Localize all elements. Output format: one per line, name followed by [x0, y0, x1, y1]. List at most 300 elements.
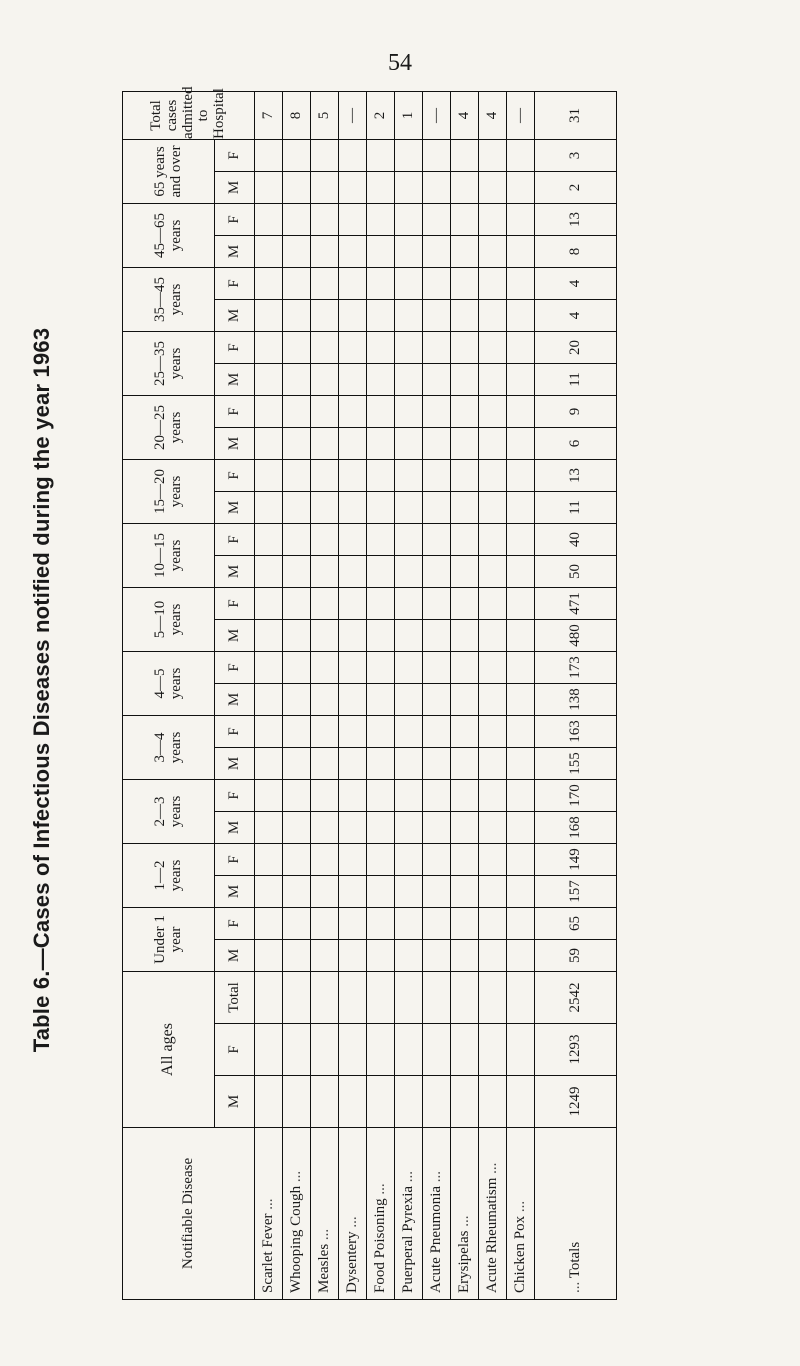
table-row — [311, 91, 339, 1299]
age-m-cell — [311, 619, 339, 651]
age-f-cell — [451, 203, 479, 235]
age-m-cell — [339, 747, 367, 779]
age-f-cell — [479, 395, 507, 427]
totals-age-m-cell: 4 — [535, 299, 617, 331]
age-m-cell — [311, 875, 339, 907]
disease-name-cell — [479, 1128, 507, 1300]
age-f-cell — [255, 843, 283, 875]
header-m: M — [215, 427, 255, 459]
table-row — [479, 91, 507, 1299]
all-ages-total-cell — [339, 971, 367, 1023]
age-f-cell — [451, 587, 479, 619]
disease-name-cell — [451, 1128, 479, 1300]
age-f-cell — [451, 331, 479, 363]
header-hospital: Total cases admitted to Hospital — [123, 91, 255, 139]
age-f-cell — [423, 203, 451, 235]
age-f-cell — [367, 395, 395, 427]
age-m-cell — [479, 427, 507, 459]
disease-name: Food Poisoning — [371, 1198, 388, 1293]
age-f-cell — [311, 587, 339, 619]
totals-f-cell: 1293 — [535, 1024, 617, 1076]
age-f-cell — [423, 651, 451, 683]
all-ages-m-cell — [423, 1076, 451, 1128]
totals-age-m-cell: 6 — [535, 427, 617, 459]
age-m-cell — [507, 235, 535, 267]
age-m-cell — [451, 235, 479, 267]
age-f-cell — [395, 715, 423, 747]
age-m-cell — [339, 811, 367, 843]
age-m-cell — [311, 491, 339, 523]
age-m-cell — [451, 171, 479, 203]
header-age-45-65: 45—65 years — [123, 203, 215, 267]
age-m-cell — [255, 683, 283, 715]
age-f-cell — [283, 459, 311, 491]
age-m-cell — [507, 299, 535, 331]
age-m-cell — [507, 939, 535, 971]
disease-name: Scarlet Fever — [259, 1213, 276, 1293]
header-age-10-15: 10—15 years — [123, 523, 215, 587]
hospital-cell: 1 — [395, 91, 423, 139]
age-f-cell — [339, 907, 367, 939]
all-ages-m-cell — [367, 1076, 395, 1128]
age-m-cell — [479, 235, 507, 267]
age-m-cell — [507, 619, 535, 651]
age-m-cell — [395, 747, 423, 779]
age-f-cell — [283, 395, 311, 427]
age-m-cell — [367, 811, 395, 843]
leader-dots: ... — [371, 1183, 388, 1195]
age-m-cell — [507, 875, 535, 907]
age-f-cell — [507, 843, 535, 875]
age-m-cell — [423, 363, 451, 395]
totals-age-f-cell: 173 — [535, 651, 617, 683]
age-f-cell — [255, 395, 283, 427]
header-m: M — [215, 555, 255, 587]
totals-age-f-cell: 149 — [535, 843, 617, 875]
age-f-cell — [423, 459, 451, 491]
age-f-cell — [283, 267, 311, 299]
age-f-cell — [423, 523, 451, 555]
age-m-cell — [423, 235, 451, 267]
age-f-cell — [423, 587, 451, 619]
all-ages-f-cell — [479, 1024, 507, 1076]
age-f-cell — [339, 395, 367, 427]
age-m-cell — [507, 747, 535, 779]
age-f-cell — [479, 203, 507, 235]
header-f: F — [215, 395, 255, 427]
age-f-cell — [311, 331, 339, 363]
age-f-cell — [339, 267, 367, 299]
age-f-cell — [367, 779, 395, 811]
age-m-cell — [451, 299, 479, 331]
age-m-cell — [423, 747, 451, 779]
header-m: M — [215, 171, 255, 203]
age-f-cell — [451, 907, 479, 939]
age-m-cell — [311, 363, 339, 395]
age-m-cell — [311, 683, 339, 715]
age-f-cell — [507, 523, 535, 555]
age-m-cell — [283, 235, 311, 267]
totals-age-m-cell: 8 — [535, 235, 617, 267]
age-m-cell — [367, 299, 395, 331]
age-m-cell — [283, 811, 311, 843]
all-ages-m-cell — [479, 1076, 507, 1128]
table-title: Table 6.—Cases of Infectious Diseases notified during the year 1963 — [29, 327, 54, 1053]
age-f-cell — [451, 715, 479, 747]
age-f-cell — [367, 587, 395, 619]
age-f-cell — [255, 779, 283, 811]
leader-dots: ... — [455, 1215, 472, 1227]
all-ages-m-cell — [339, 1076, 367, 1128]
all-ages-f-cell — [423, 1024, 451, 1076]
age-m-cell — [395, 171, 423, 203]
header-f: F — [215, 587, 255, 619]
header-age-35-45: 35—45 years — [123, 267, 215, 331]
age-m-cell — [451, 683, 479, 715]
age-m-cell — [479, 555, 507, 587]
table-row — [283, 91, 311, 1299]
leader-dots: ... — [287, 1170, 304, 1183]
leader-dots: ... — [343, 1216, 360, 1228]
age-f-cell — [255, 715, 283, 747]
age-m-cell — [479, 491, 507, 523]
header-all-ages: All ages — [123, 971, 215, 1127]
all-ages-f-cell — [507, 1024, 535, 1076]
age-m-cell — [479, 619, 507, 651]
disease-name: Acute Rheumatism — [483, 1177, 500, 1293]
disease-name: Measles — [315, 1243, 332, 1293]
age-m-cell — [367, 491, 395, 523]
age-f-cell — [339, 331, 367, 363]
hospital-cell: 5 — [311, 91, 339, 139]
header-m: M — [215, 619, 255, 651]
age-f-cell — [367, 907, 395, 939]
all-ages-m-cell — [311, 1076, 339, 1128]
header-disease: Notifiable Disease — [123, 1128, 255, 1300]
age-f-cell — [255, 523, 283, 555]
age-m-cell — [395, 683, 423, 715]
totals-age-f-cell: 4 — [535, 267, 617, 299]
age-m-cell — [283, 427, 311, 459]
age-f-cell — [339, 715, 367, 747]
header-f: F — [215, 459, 255, 491]
age-f-cell — [367, 715, 395, 747]
all-ages-m-cell — [451, 1076, 479, 1128]
age-m-cell — [367, 555, 395, 587]
age-f-cell — [367, 267, 395, 299]
header-f: F — [215, 203, 255, 235]
age-f-cell — [367, 459, 395, 491]
age-m-cell — [283, 555, 311, 587]
age-m-cell — [395, 491, 423, 523]
totals-age-m-cell: 11 — [535, 491, 617, 523]
table-row — [339, 91, 367, 1299]
age-f-cell — [311, 907, 339, 939]
age-f-cell — [507, 907, 535, 939]
age-f-cell — [395, 203, 423, 235]
age-m-cell — [311, 235, 339, 267]
header-m: M — [215, 1076, 255, 1128]
age-m-cell — [311, 747, 339, 779]
header-f: F — [215, 907, 255, 939]
age-f-cell — [479, 459, 507, 491]
age-f-cell — [255, 331, 283, 363]
age-m-cell — [311, 939, 339, 971]
age-f-cell — [479, 523, 507, 555]
header-f: F — [215, 651, 255, 683]
age-f-cell — [283, 139, 311, 171]
age-m-cell — [395, 939, 423, 971]
age-m-cell — [479, 747, 507, 779]
age-f-cell — [479, 139, 507, 171]
header-m: M — [215, 683, 255, 715]
age-f-cell — [311, 523, 339, 555]
age-f-cell — [507, 139, 535, 171]
table-row — [451, 91, 479, 1299]
totals-age-m-cell: 50 — [535, 555, 617, 587]
leader-dots: ... — [511, 1200, 528, 1213]
table-row — [423, 91, 451, 1299]
age-m-cell — [311, 811, 339, 843]
disease-name-cell — [339, 1128, 367, 1300]
age-m-cell — [395, 363, 423, 395]
age-m-cell — [311, 299, 339, 331]
hospital-cell: 2 — [367, 91, 395, 139]
age-m-cell — [255, 171, 283, 203]
all-ages-total-cell — [479, 971, 507, 1023]
age-m-cell — [367, 171, 395, 203]
age-f-cell — [507, 651, 535, 683]
totals-label: Totals — [566, 1241, 583, 1279]
age-m-cell — [423, 683, 451, 715]
all-ages-f-cell — [311, 1024, 339, 1076]
age-m-cell — [451, 811, 479, 843]
hospital-cell: 4 — [479, 91, 507, 139]
header-age-2-3: 2—3 years — [123, 779, 215, 843]
age-m-cell — [479, 875, 507, 907]
disease-name: Puerperal Pyrexia — [399, 1185, 416, 1293]
age-f-cell — [507, 459, 535, 491]
age-f-cell — [255, 651, 283, 683]
table-row — [255, 91, 283, 1299]
header-age-1-2: 1—2 years — [123, 843, 215, 907]
age-f-cell — [311, 843, 339, 875]
age-f-cell — [507, 395, 535, 427]
leader-dots: ... — [427, 1170, 444, 1183]
hospital-cell: — — [423, 91, 451, 139]
age-f-cell — [311, 779, 339, 811]
age-m-cell — [395, 875, 423, 907]
age-m-cell — [451, 555, 479, 587]
age-m-cell — [479, 939, 507, 971]
age-f-cell — [479, 715, 507, 747]
age-m-cell — [255, 747, 283, 779]
header-f: F — [215, 523, 255, 555]
header-m: M — [215, 235, 255, 267]
totals-age-f-cell: 65 — [535, 907, 617, 939]
age-m-cell — [451, 939, 479, 971]
age-f-cell — [395, 139, 423, 171]
header-f: F — [215, 331, 255, 363]
age-f-cell — [283, 715, 311, 747]
age-m-cell — [283, 683, 311, 715]
age-f-cell — [395, 267, 423, 299]
age-m-cell — [423, 875, 451, 907]
age-f-cell — [395, 651, 423, 683]
age-f-cell — [283, 843, 311, 875]
age-m-cell — [395, 555, 423, 587]
header-m: M — [215, 299, 255, 331]
age-m-cell — [339, 427, 367, 459]
age-m-cell — [283, 875, 311, 907]
age-f-cell — [451, 523, 479, 555]
all-ages-total-cell — [451, 971, 479, 1023]
age-m-cell — [395, 235, 423, 267]
age-m-cell — [339, 171, 367, 203]
totals-age-m-cell: 155 — [535, 747, 617, 779]
age-f-cell — [507, 779, 535, 811]
age-f-cell — [395, 331, 423, 363]
age-f-cell — [423, 331, 451, 363]
age-f-cell — [395, 907, 423, 939]
age-m-cell — [395, 619, 423, 651]
age-m-cell — [395, 299, 423, 331]
age-m-cell — [507, 491, 535, 523]
age-f-cell — [311, 203, 339, 235]
disease-name-cell — [423, 1128, 451, 1300]
age-m-cell — [395, 811, 423, 843]
disease-name: Chicken Pox — [511, 1215, 528, 1293]
leader-dots: ... — [315, 1228, 332, 1241]
age-f-cell — [311, 139, 339, 171]
table-body — [255, 91, 617, 1299]
header-m: M — [215, 363, 255, 395]
age-m-cell — [367, 427, 395, 459]
header-age-25-35: 25—35 years — [123, 331, 215, 395]
age-m-cell — [283, 939, 311, 971]
totals-all-cell: 2542 — [535, 971, 617, 1023]
age-f-cell — [367, 523, 395, 555]
hospital-cell: 7 — [255, 91, 283, 139]
age-m-cell — [339, 939, 367, 971]
age-f-cell — [255, 139, 283, 171]
age-f-cell — [423, 779, 451, 811]
totals-age-f-cell: 163 — [535, 715, 617, 747]
header-f: F — [215, 779, 255, 811]
all-ages-total-cell — [395, 971, 423, 1023]
all-ages-m-cell — [255, 1076, 283, 1128]
age-f-cell — [311, 651, 339, 683]
disease-name: Dysentery — [343, 1231, 360, 1293]
header-age-65-over: 65 years and over — [123, 139, 215, 203]
disease-name-cell — [255, 1128, 283, 1300]
totals-age-f-cell: 40 — [535, 523, 617, 555]
age-m-cell — [255, 235, 283, 267]
age-m-cell — [255, 491, 283, 523]
disease-name: Acute Pneumonia — [427, 1185, 444, 1293]
totals-age-m-cell: 168 — [535, 811, 617, 843]
totals-age-f-cell: 9 — [535, 395, 617, 427]
age-f-cell — [339, 459, 367, 491]
disease-name: Whooping Cough — [287, 1185, 304, 1293]
rotated-table-container — [122, 86, 617, 1300]
age-m-cell — [423, 939, 451, 971]
age-f-cell — [283, 779, 311, 811]
age-m-cell — [423, 427, 451, 459]
age-f-cell — [367, 331, 395, 363]
age-m-cell — [367, 363, 395, 395]
totals-age-f-cell: 20 — [535, 331, 617, 363]
age-f-cell — [451, 843, 479, 875]
age-f-cell — [507, 203, 535, 235]
age-m-cell — [451, 875, 479, 907]
all-ages-total-cell — [283, 971, 311, 1023]
all-ages-m-cell — [395, 1076, 423, 1128]
age-m-cell — [479, 299, 507, 331]
age-m-cell — [339, 619, 367, 651]
header-age-under-1: Under 1 year — [123, 907, 215, 971]
age-m-cell — [479, 811, 507, 843]
all-ages-f-cell — [367, 1024, 395, 1076]
table-row — [367, 91, 395, 1299]
leader-dots: ... — [399, 1170, 416, 1183]
all-ages-f-cell — [395, 1024, 423, 1076]
age-f-cell — [255, 907, 283, 939]
age-f-cell — [479, 651, 507, 683]
age-m-cell — [283, 363, 311, 395]
age-f-cell — [339, 203, 367, 235]
age-m-cell — [507, 171, 535, 203]
all-ages-total-cell — [423, 971, 451, 1023]
totals-age-f-cell: 170 — [535, 779, 617, 811]
all-ages-total-cell — [367, 971, 395, 1023]
age-m-cell — [255, 939, 283, 971]
age-f-cell — [367, 843, 395, 875]
age-m-cell — [283, 747, 311, 779]
totals-row — [535, 91, 617, 1299]
age-f-cell — [283, 331, 311, 363]
age-m-cell — [451, 747, 479, 779]
age-m-cell — [283, 619, 311, 651]
totals-age-m-cell: 138 — [535, 683, 617, 715]
age-f-cell — [367, 651, 395, 683]
header-age-15-20: 15—20 years — [123, 459, 215, 523]
age-m-cell — [311, 555, 339, 587]
all-ages-m-cell — [283, 1076, 311, 1128]
age-m-cell — [451, 427, 479, 459]
age-f-cell — [451, 651, 479, 683]
age-m-cell — [423, 555, 451, 587]
totals-age-f-cell: 3 — [535, 139, 617, 171]
hospital-cell: 4 — [451, 91, 479, 139]
age-f-cell — [479, 843, 507, 875]
header-f: F — [215, 139, 255, 171]
age-f-cell — [451, 267, 479, 299]
all-ages-f-cell — [451, 1024, 479, 1076]
age-m-cell — [451, 491, 479, 523]
age-m-cell — [507, 811, 535, 843]
table-row — [507, 91, 535, 1299]
all-ages-f-cell — [339, 1024, 367, 1076]
age-f-cell — [311, 715, 339, 747]
totals-age-m-cell: 11 — [535, 363, 617, 395]
disease-name-cell — [395, 1128, 423, 1300]
table-row — [395, 91, 423, 1299]
age-m-cell — [507, 555, 535, 587]
leader-dots: ... — [259, 1198, 276, 1210]
age-m-cell — [423, 491, 451, 523]
disease-name-cell — [311, 1128, 339, 1300]
